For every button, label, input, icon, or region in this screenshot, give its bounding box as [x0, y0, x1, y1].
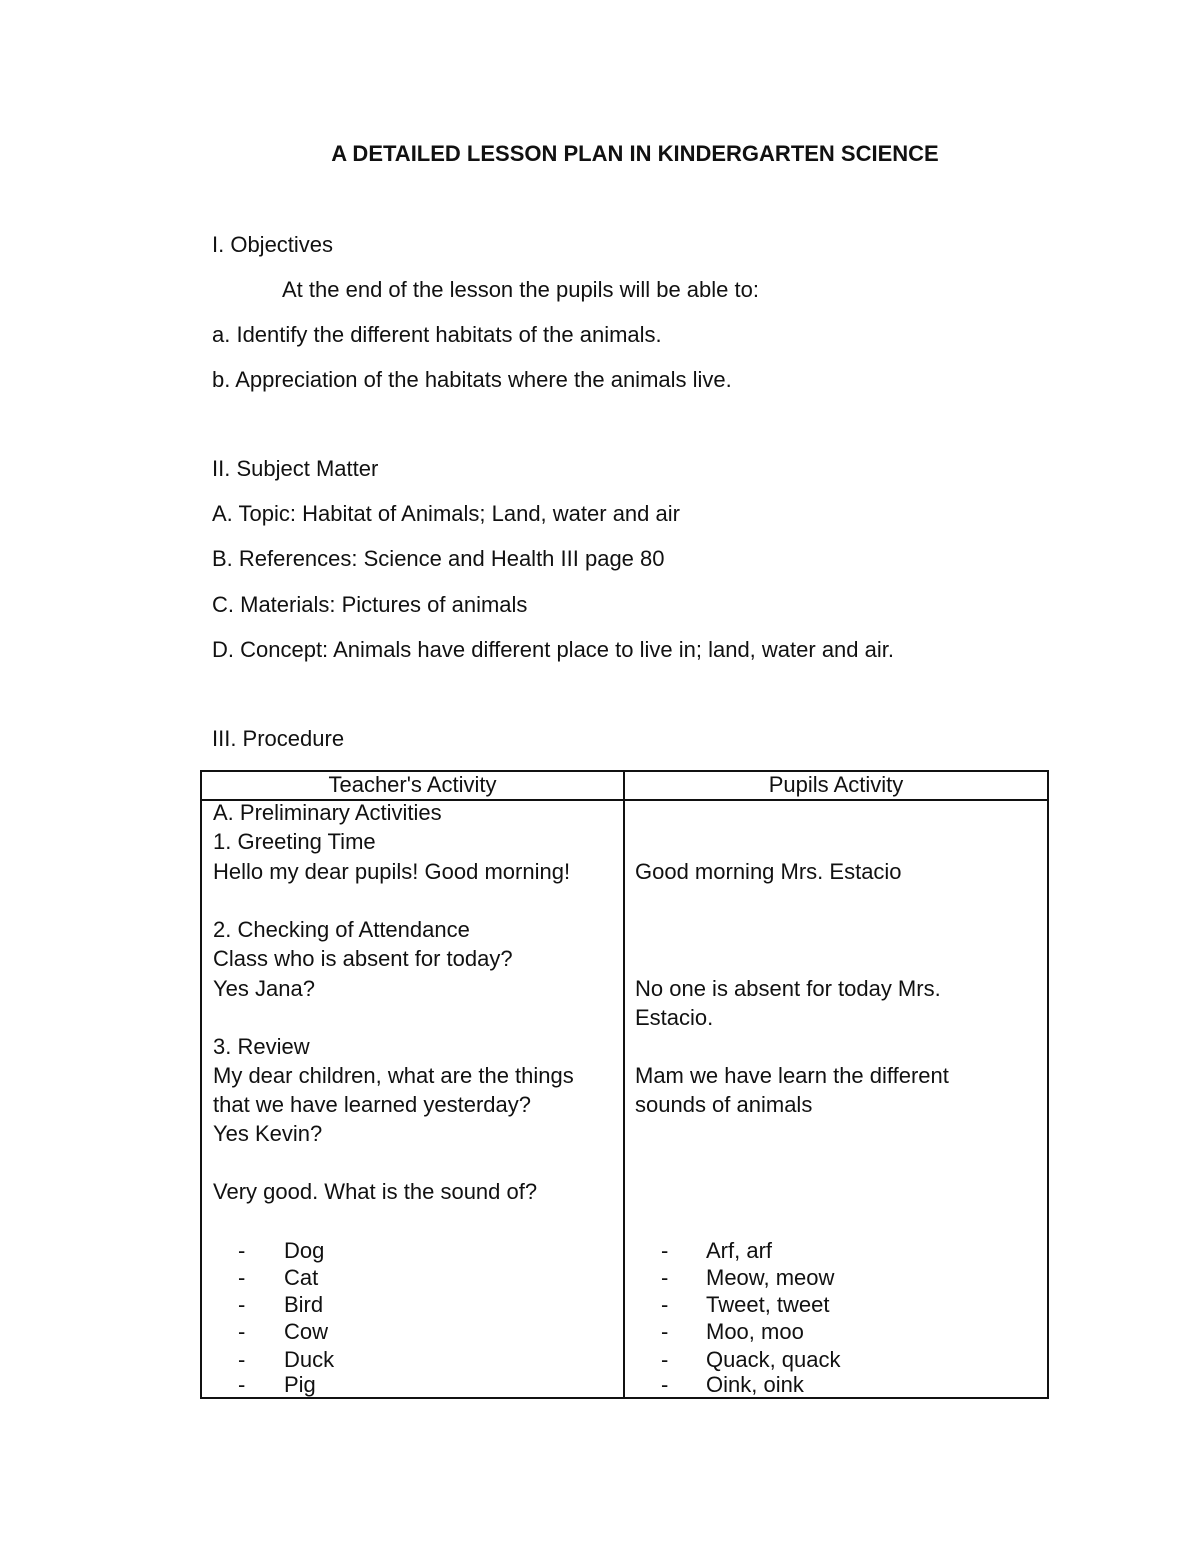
attendance-reply-line-2: Estacio. [635, 1005, 714, 1030]
list-item-dash: - [661, 1265, 669, 1290]
table-header-row [201, 771, 1048, 800]
review-question-line-2: that we have learned yesterday? [213, 1092, 531, 1117]
list-item-animal: Bird [284, 1292, 324, 1317]
list-item-sound: Meow, meow [706, 1265, 835, 1290]
procedure-table [200, 770, 1049, 1399]
table-row [201, 800, 1048, 1398]
sound-question: Very good. What is the sound of? [213, 1179, 538, 1204]
list-item-sound: Tweet, tweet [706, 1292, 830, 1317]
document-title: A DETAILED LESSON PLAN IN KINDERGARTEN SCIENCE [331, 141, 939, 166]
list-item-sound: Quack, quack [706, 1347, 841, 1372]
column-header-teacher: Teacher's Activity [201, 771, 624, 800]
list-item-animal: Duck [284, 1347, 335, 1372]
list-item-dash: - [238, 1319, 246, 1344]
subject-matter-references: B. References: Science and Health III page 80 [212, 546, 665, 571]
objective-item-a: a. Identify the different habitats of the animals. [212, 322, 662, 347]
objective-item-b: b. Appreciation of the habitats where the animals live. [212, 367, 732, 392]
list-item-animal: Dog [284, 1238, 325, 1263]
list-item-dash: - [238, 1292, 246, 1317]
review-reply-line-1: Mam we have learn the different [635, 1063, 949, 1088]
greeting-heading: 1. Greeting Time [213, 829, 376, 854]
greeting-reply: Good morning Mrs. Estacio [635, 859, 902, 884]
list-item-sound: Oink, oink [706, 1372, 804, 1397]
objectives-heading: I. Objectives [212, 232, 334, 257]
attendance-question: Class who is absent for today? [213, 946, 513, 971]
review-question-line-1: My dear children, what are the things [213, 1063, 574, 1088]
objectives-intro: At the end of the lesson the pupils will be able to: [282, 277, 759, 302]
list-item-dash: - [661, 1372, 669, 1397]
pupils-activity-cell [624, 800, 1048, 1398]
list-item-dash: - [661, 1238, 669, 1263]
column-header-pupils: Pupils Activity [624, 771, 1048, 800]
procedure-heading: III. Procedure [212, 726, 345, 751]
list-item-dash: - [238, 1372, 246, 1397]
attendance-call: Yes Jana? [213, 976, 315, 1001]
list-item-dash: - [661, 1347, 669, 1372]
subject-matter-materials: C. Materials: Pictures of animals [212, 592, 528, 617]
review-call: Yes Kevin? [213, 1121, 323, 1146]
teacher-activity-cell [201, 800, 624, 1398]
review-heading: 3. Review [213, 1034, 310, 1059]
list-item-sound: Moo, moo [706, 1319, 804, 1344]
list-item-dash: - [661, 1292, 669, 1317]
list-item-sound: Arf, arf [706, 1238, 773, 1263]
subject-matter-heading: II. Subject Matter [212, 456, 379, 481]
list-item-dash: - [661, 1319, 669, 1344]
attendance-reply-line-1: No one is absent for today Mrs. [635, 976, 941, 1001]
review-reply-line-2: sounds of animals [635, 1092, 813, 1117]
list-item-animal: Cat [284, 1265, 319, 1290]
list-item-dash: - [238, 1238, 246, 1263]
list-item-dash: - [238, 1265, 246, 1290]
subject-matter-concept: D. Concept: Animals have different place to live in; land, water and air. [212, 637, 894, 662]
preliminary-activities: A. Preliminary Activities [213, 800, 442, 825]
list-item-animal: Pig [284, 1372, 316, 1397]
list-item-dash: - [238, 1347, 246, 1372]
subject-matter-topic: A. Topic: Habitat of Animals; Land, water and air [212, 501, 680, 526]
list-item-animal: Cow [284, 1319, 329, 1344]
greeting-text: Hello my dear pupils! Good morning! [213, 859, 571, 884]
attendance-heading: 2. Checking of Attendance [213, 917, 470, 942]
